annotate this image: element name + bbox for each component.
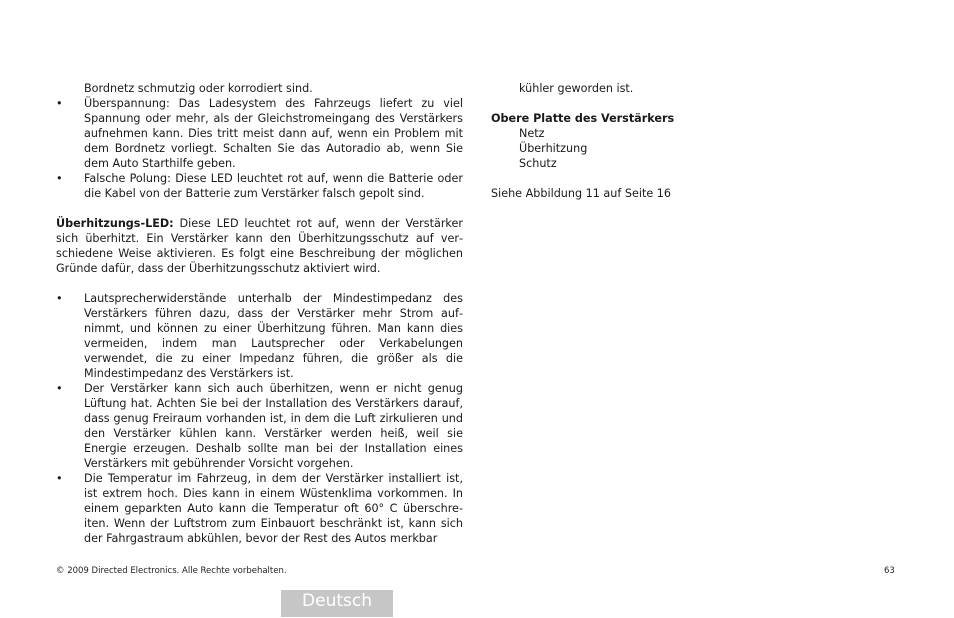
panel-item-netz: Netz — [519, 127, 545, 140]
page-number: 63 — [884, 566, 895, 576]
overheat-heading: Überhitzungs-LED: — [56, 217, 174, 230]
right-continuation: kühler geworden ist. — [519, 82, 634, 95]
panel-heading: Obere Platte des Verstärkers — [491, 112, 675, 125]
bullet-item — [56, 291, 463, 381]
bullet-item — [56, 96, 463, 171]
overheat-paragraph — [56, 216, 463, 276]
bullet-icon: • — [56, 97, 63, 110]
copyright-notice: © 2009 Directed Electronics. Alle Rechte vorbehalten. — [56, 566, 287, 576]
bullet-item — [56, 381, 463, 471]
bullet-icon: • — [56, 172, 63, 185]
bullet-text: Falsche Polung: Diese LED leuchtet rot auf, wenn die Batterie oder die Kabel von der Batterie zum Verstärker falsch gepolt sind. — [84, 172, 463, 200]
left-column — [56, 81, 463, 546]
figure-reference: Siehe Abbildung 11 auf Seite 16 — [491, 187, 672, 200]
bullet-text: Der Verstärker kann sich auch überhitzen, wenn er nicht genug Lüftung hat. Achten Sie bei der Installation des Verstärkers darauf, dass genug Freiraum vorhanden ist, in dem die Luft zirkulieren und den Verstärker kühlen kann. Verstärker werden heiß, weil sie Energie erzeugen. Deshalb sollte man bei der Installation eines Verstärkers mit gebührender Vorsicht vorgehen. — [84, 382, 463, 470]
right-column — [491, 81, 711, 201]
bullet-text: Lautsprecherwiderstände unterhalb der Mindestimpedanz des Verstärkers führen dazu, dass der Verstärker mehr Strom aufnimmt, und können zu einer Überhitzung führen. Man kann dies vermeiden, indem man Lautsprecher oder Verkabelungen verwendet, die zu einer Impedanz führen, die größer als die Mindestimpedanz des Verstärkers ist. — [84, 292, 463, 380]
bullet-text: Überspannung: Das Ladesystem des Fahrzeugs liefert zu viel Spannung oder mehr, als der Gleichstromeingang des Verstärkers aufnehmen kann. Dies tritt meist dann auf, wenn ein Problem mit dem Bordnetz vorliegt. Schalten Sie das Autoradio ab, wenn Sie dem Auto Starthilfe geben. — [84, 97, 463, 170]
bullet-icon: • — [56, 382, 63, 395]
bullet-text: Die Temperatur im Fahrzeug, in dem der Verstärker installiert ist, ist extrem hoch. Dies kann in einem Wüstenklima vorkommen. In einem geparkten Auto kann die Temperatur oft 60° C überschreiten. Wenn der Luftstrom zum Einbauort beschränkt ist, kann sich der Fahrgastraum abkühlen, bevor der Rest des Autos merkbar — [84, 472, 463, 545]
bullet-item — [56, 471, 463, 546]
panel-item-ueberhitzung: Überhitzung — [519, 142, 588, 155]
bullet-item — [56, 171, 463, 201]
intro-continuation: Bordnetz schmutzig oder korrodiert sind. — [84, 82, 313, 95]
language-tab: Deutsch — [281, 590, 393, 617]
bullet-icon: • — [56, 472, 63, 485]
overheat-text: Diese LED leuchtet rot auf, wenn der Verstärker sich überhitzt. Ein Verstärker kann den Überhitzungsschutz auf verschiedene Weise aktivieren. Es folgt eine Beschreibung der möglichen Gründe dafür, dass der Überhitzungsschutz aktiviert wird. — [56, 217, 463, 275]
panel-item-schutz: Schutz — [519, 157, 557, 170]
bullet-icon: • — [56, 292, 63, 305]
